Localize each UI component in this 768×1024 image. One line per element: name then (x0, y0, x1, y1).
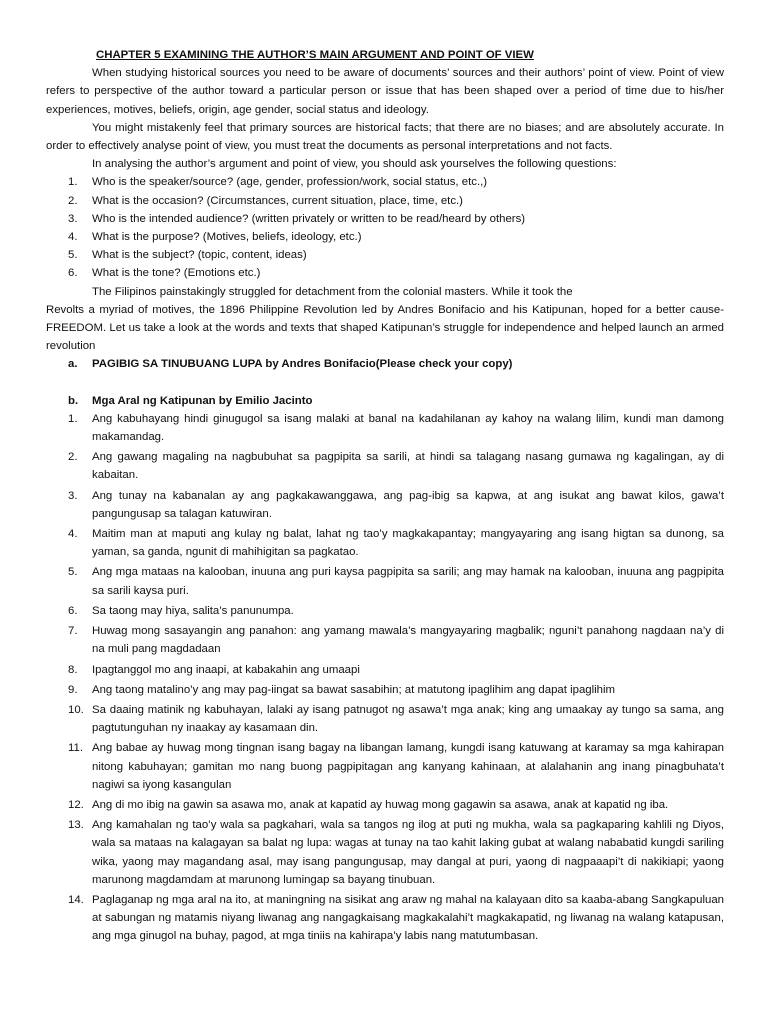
paragraph-primary-sources: You might mistakenly feel that primary sources are historical facts; that there are no biases; and are absolutely accurate. In order to effectively analyse point of view, you must treat the documents as personal interpretations and not facts. (46, 121, 724, 153)
list-item: 9. Ang taong matalino’y ang may pag-iingat sa bawat sasabihin; at matutong ipaglihim ang dapat ipaglihim (68, 683, 616, 696)
paragraph-questions-intro: In analysing the author’s argument and point of view, you should ask yourselves the following questions: (92, 158, 617, 171)
spacer (46, 374, 724, 392)
list-item: 6. What is the tone? (Emotions etc.) (68, 267, 261, 280)
list-item: 14. Paglaganap ng mga aral na ito, at maningning na sisikat ang araw ng mahal na kalayaan dito sa kaaba-abang Sangkapuluan at sabungan ng matamis niyang liwanag ang nangagkaisang magkakalahi’t magkakapatid, ng liwanag na walang katapusan, ang mga ginugol na buhay, pagod, at mga tiniis na kahirapa’y labis nang matutumbasan. (68, 893, 724, 943)
paragraph-intro-line1: The Filipinos painstakingly struggled for detachment from the colonial masters. While it took the (92, 285, 573, 298)
list-item: 8. Ipagtanggol mo ang inaapi, at kabakahin ang umaapi (68, 663, 360, 676)
list-item: 3. Ang tunay na kabanalan ay ang pagkakawanggawa, ang pag-ibig sa kapwa, at ang isukat ang bawat kilos, gawa’t pangungusap sa talagan katuwiran. (68, 489, 724, 520)
paragraph-intro-rest: Revolts a myriad of motives, the 1896 Philippine Revolution led by Andres Bonifacio and his Katipunan, hoped for a better cause- FREEDOM. Let us take a look at the words and texts that shaped Katipunan’s struggle for independence and helped launch an armed revolution (46, 303, 724, 353)
list-item: 7. Huwag mong sasayangin ang panahon: ang yamang mawala’s mangyayaring magbalik; nguni’t panahong nagdaan na’y di na muli pang magdadaan (68, 625, 724, 656)
list-item: 5. What is the subject? (topic, content, ideas) (68, 249, 307, 262)
section-a-heading: a. PAGIBIG SA TINUBUANG LUPA by Andres Bonifacio(Please check your copy) (68, 358, 513, 371)
list-item: 6. Sa taong may hiya, salita’s panunumpa. (68, 604, 294, 617)
section-b-heading: b. Mga Aral ng Katipunan by Emilio Jacinto (68, 394, 313, 407)
paragraph-point-of-view: When studying historical sources you need to be aware of documents’ sources and their authors’ point of view. Point of view refers to perspective of the author toward a particular person or issue that has been shaped over a period of time due to his/her experiences, motives, beliefs, origin, age gender, social status and ideology. (46, 67, 724, 116)
list-item: 11. Ang babae ay huwag mong tingnan isang bagay na libangan lamang, kungdi isang katuwang at karamay sa mga kahirapan nitong kabuhayan; gamitan mo nang buong pagpipitagan ang kanyang kahinaan, at alalahanin ang inang pinagbuhata’t nagiwi sa iyong kasangulan (68, 742, 724, 791)
list-item: 13. Ang kamahalan ng tao’y wala sa pagkahari, wala sa tangos ng ilog at puti ng mukha, wala sa pagkaparing kahlili ng Diyos, wala sa mataas na kalagayan sa balat ng lupa: wagas at tunay na tao kahit laking gubat at walang nababatid kungdi sariling wika, yaong may magandang asal, may isang pangungusap, may dangal at puri, yaong di nagpaaapi’t di nakikiapi; yaong marunong magdamdam at marunong lumingap sa bayang tinubuan. (68, 819, 724, 886)
list-item: 4. What is the purpose? (Motives, beliefs, ideology, etc.) (68, 231, 362, 244)
list-item: 1. Ang kabuhayang hindi ginugugol sa isang malaki at banal na kadahilanan ay kahoy na walang lilim, kundi man damong makamandag. (68, 412, 724, 444)
list-item: 12. Ang di mo ibig na gawin sa asawa mo, anak at kapatid ay huwag mong gagawin sa asawa, anak at kapatid ng iba. (68, 798, 669, 811)
list-item: 2. What is the occasion? (Circumstances, current situation, place, time, etc.) (68, 194, 463, 207)
list-item: 2. Ang gawang magaling na nagbubuhat sa pagpipita sa sarili, at hindi sa talagang nasang gumawa ng kagalingan, ay di kabaitan. (68, 451, 724, 482)
list-item: 10. Sa daaing matinik ng kabuhayan, lalaki ay isang patnugot ng asawa’t mga anak; king ang umaakay ay tungo sa sama, ang pagtutunguhan ny inaakay ay kasamaan din. (68, 703, 724, 735)
chapter-title: CHAPTER 5 EXAMINING THE AUTHOR’S MAIN ARGUMENT AND POINT OF VIEW (96, 49, 534, 61)
list-item: 3. Who is the intended audience? (written privately or written to be read/heard by others) (68, 212, 526, 225)
list-item: 5. Ang mga mataas na kalooban, inuuna ang puri kaysa pagpipita sa sarili; ang may hamak na kalooban, inuuna ang pagpipita sa sarili kaysa puri. (68, 566, 724, 597)
list-item: 4. Maitim man at maputi ang kulay ng balat, lahat ng tao’y magkakapantay; mangyayaring ang isang higtan sa dunong, sa yaman, sa ganda, ngunit di mahihigitan sa pagkatao. (68, 528, 724, 559)
aral-list (46, 410, 724, 946)
list-item: 1. Who is the speaker/source? (age, gender, profession/work, social status, etc.,) (68, 176, 488, 189)
questions-list (46, 173, 724, 282)
